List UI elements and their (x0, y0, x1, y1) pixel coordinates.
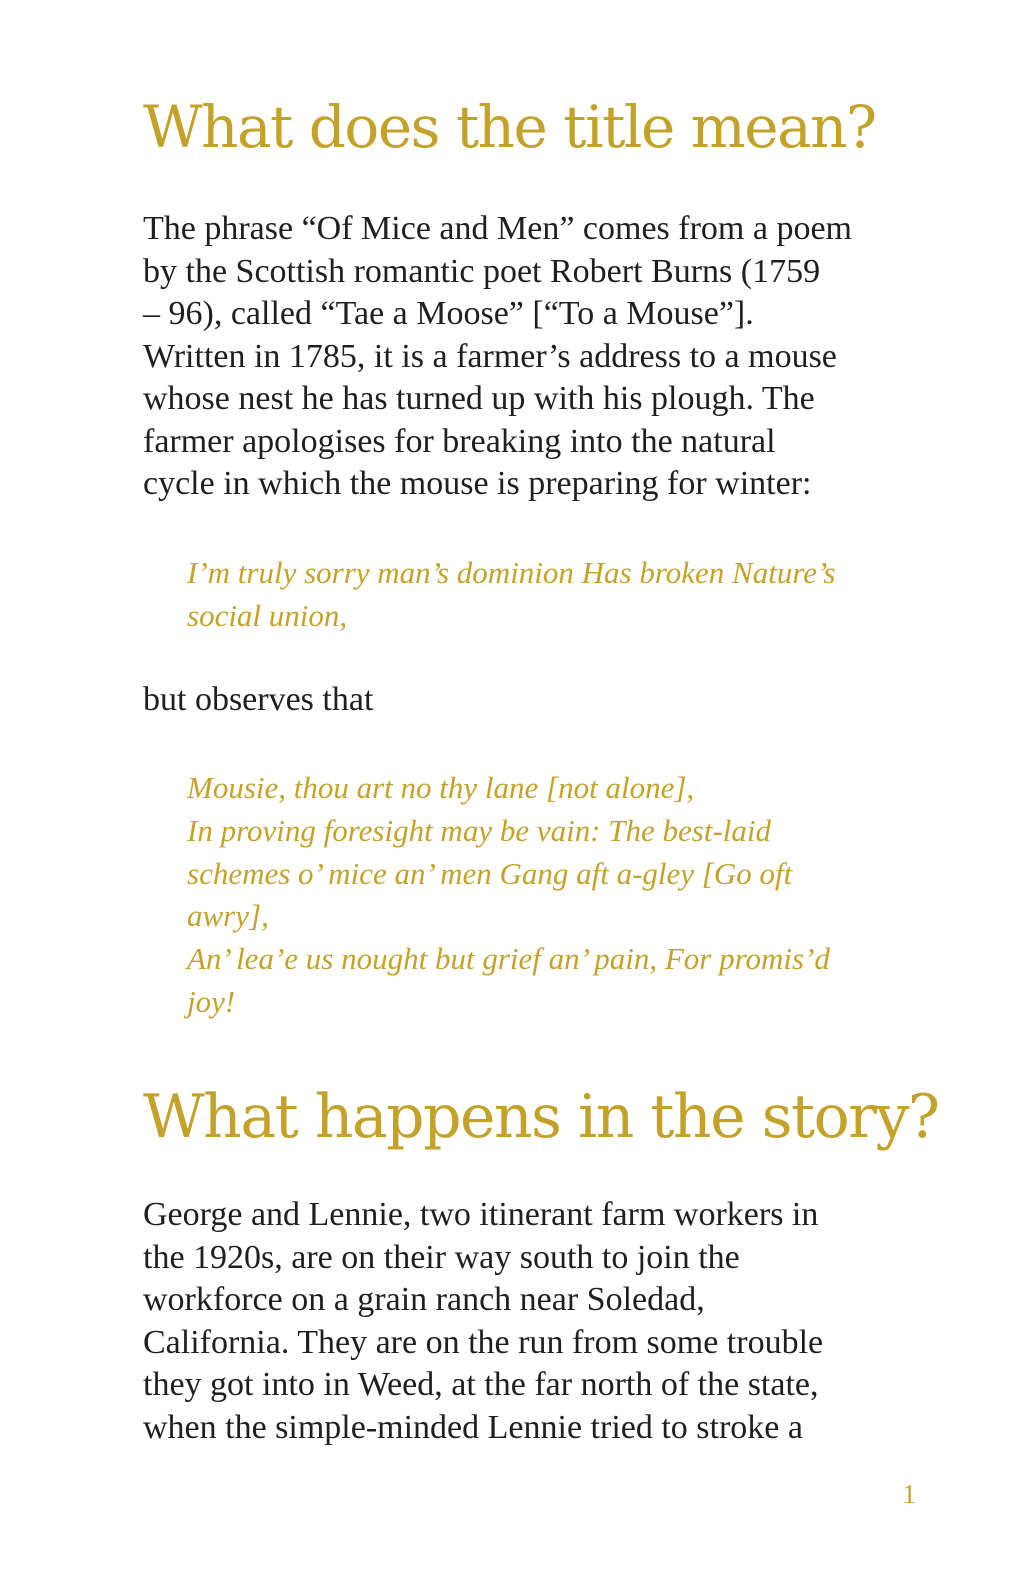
bridge-paragraph: but observes that (143, 681, 374, 718)
poem-quote-2: Mousie, thou art no thy lane [not alone], In proving foresight may be vain: The best-laid schemes o’ mice an’ men Gang aft a-gley [Go oft awry], An’ lea’e us nought but grief an’ pain, For promis’d joy! (187, 770, 830, 1019)
section-heading-title-meaning: What does the title mean? (143, 93, 876, 161)
section-heading-story: What happens in the story? (143, 1082, 939, 1152)
story-paragraph: George and Lennie, two itinerant farm workers in the 1920s, are on their way south to join the workforce on a grain ranch near Soledad, California. They are on the run from some trouble they got into in Weed, at the far north of the state, when the simple-minded Lennie tried to stroke a (143, 1196, 824, 1446)
page-number: 1 (902, 1479, 916, 1509)
poem-quote-1: I’m truly sorry man’s dominion Has broken Nature’s social union, (187, 555, 836, 633)
intro-paragraph: The phrase “Of Mice and Men” comes from a poem by the Scottish romantic poet Robert Burns (1759 – 96), called “Tae a Moose” [“To a Mouse”]. Written in 1785, it is a farmer’s address to a mouse whose nest he has turned up with his plough. The farmer apologises for breaking into the natural cycle in which the mouse is preparing for winter: (143, 210, 853, 502)
